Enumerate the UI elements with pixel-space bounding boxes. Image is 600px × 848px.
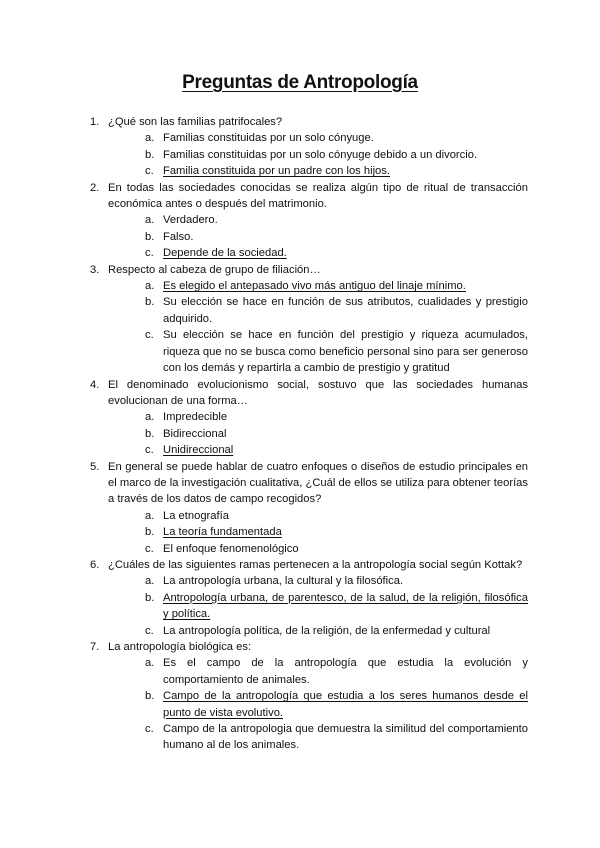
answer-text: Familias constituidas por un solo cónyuge debido a un divorcio. [163,148,478,161]
answer-text: Campo de la antropología que estudia a los seres humanos desde el punto de vista evolutivo. [163,690,528,719]
answer-text: Es elegido el antepasado vivo más antiguo del linaje mínimo. [163,280,466,293]
answer-option [145,721,528,754]
answer-option [145,655,528,688]
answer-text: Su elección se hace en función de sus atributos, cualidades y prestigio adquirido. [163,296,528,325]
question-number: 6. [90,558,100,571]
answer-letter: a. [145,509,155,522]
answer-text: El enfoque fenomenológico [163,542,299,555]
answer-list [108,409,528,458]
answer-text: Familias constituidas por un solo cónyuge. [163,132,374,145]
answer-option [145,508,528,524]
answer-list [108,655,528,753]
answer-letter: c. [145,165,154,178]
question-number: 1. [90,116,100,128]
answer-option-correct [145,688,528,721]
answer-letter: c. [145,542,154,555]
answer-letter: b. [145,427,155,440]
answer-text: Es el campo de la antropología que estudia la evolución y comportamiento de animales. [163,657,528,686]
answer-text: La antropología urbana, la cultural y la filosófica. [163,575,404,588]
answer-option [145,426,528,442]
answer-text: La teoría fundamentada [163,526,282,539]
question-item [90,377,528,459]
answer-option [145,623,528,639]
answer-option-correct [145,278,528,294]
question-text: En general se puede hablar de cuatro enfoques o diseños de estudio principales en el marco de la investigación cualitativa, ¿Cuál de ellos se utiliza para obtener teorías a través de los datos de campo recogidos? [108,460,528,506]
question-number: 2. [90,181,100,194]
answer-option [145,212,528,228]
answer-option [145,541,528,557]
answer-list [108,212,528,261]
question-item [90,114,528,180]
answer-text: Falso. [163,230,194,243]
answer-option [145,294,528,327]
answer-text: Depende de la sociedad. [163,247,287,260]
answer-text: La antropología política, de la religión, de la enfermedad y cultural [163,624,491,637]
answer-letter: b. [145,526,155,539]
question-text: En todas las sociedades conocidas se realiza algún tipo de ritual de transacción económica antes o después del matrimonio. [108,181,528,211]
answer-text: Verdadero. [163,214,218,227]
question-item [90,180,528,262]
question-item [90,639,528,754]
answer-letter: c. [145,444,154,457]
answer-option [145,147,528,163]
answer-letter: a. [145,132,155,145]
answer-option-correct [145,524,528,540]
answer-option [145,409,528,425]
question-text: ¿Cuáles de las siguientes ramas pertenecen a la antropología social según Kottak? [108,558,523,571]
answer-letter: b. [145,230,155,243]
question-number: 7. [90,641,100,653]
answer-text: Unidireccional [163,444,234,457]
answer-letter: c. [145,723,154,736]
question-list [90,114,528,754]
answer-option [145,130,528,146]
answer-list [108,573,528,639]
question-item [90,557,528,639]
answer-letter: b. [145,591,155,604]
answer-option [145,573,528,589]
answer-text: Impredecible [163,411,228,424]
answer-text: Antropología urbana, de parentesco, de la salud, de la religión, filosófica y política. [163,591,528,621]
question-number: 4. [90,378,100,391]
question-item [90,262,528,377]
question-text: La antropología biológica es: [108,641,252,653]
answer-text: La etnografía [163,509,229,522]
answer-letter: a. [145,657,155,670]
answer-option-correct [145,245,528,261]
answer-letter: c. [145,624,154,637]
answer-letter: b. [145,148,155,161]
answer-letter: c. [145,247,154,260]
answer-list [108,278,528,376]
question-item [90,459,528,557]
question-number: 3. [90,263,100,276]
answer-option [145,327,528,376]
answer-list [108,130,528,179]
answer-option-correct [145,442,528,458]
answer-option-correct [145,590,528,623]
answer-option [145,229,528,245]
question-number: 5. [90,460,100,473]
answer-option-correct [145,163,528,179]
answer-letter: a. [145,280,155,293]
answer-letter: a. [145,575,155,588]
answer-letter: a. [145,214,155,227]
answer-text: Campo de la antropologia que demuestra la similitud del comportamiento humano al de los animales. [163,723,528,752]
answer-list [108,508,528,557]
answer-text: Su elección se hace en función del prestigio y riqueza acumulados, riqueza que no se busca como beneficio personal sino para ser generoso con los demás y repartirla a cambio de prestigio y gratitud [163,329,528,375]
answer-text: Familia constituida por un padre con los hijos. [163,165,390,178]
answer-letter: a. [145,411,155,424]
answer-letter: b. [145,690,155,703]
question-text: El denominado evolucionismo social, sostuvo que las sociedades humanas evolucionan de una forma… [108,378,528,407]
answer-letter: b. [145,296,155,309]
answer-letter: c. [145,329,154,342]
question-text: Respecto al cabeza de grupo de filiación… [108,263,321,276]
page-title: Preguntas de Antropología [182,72,418,93]
question-text: ¿Qué son las familias patrifocales? [108,116,283,128]
answer-text: Bidireccional [163,427,227,440]
